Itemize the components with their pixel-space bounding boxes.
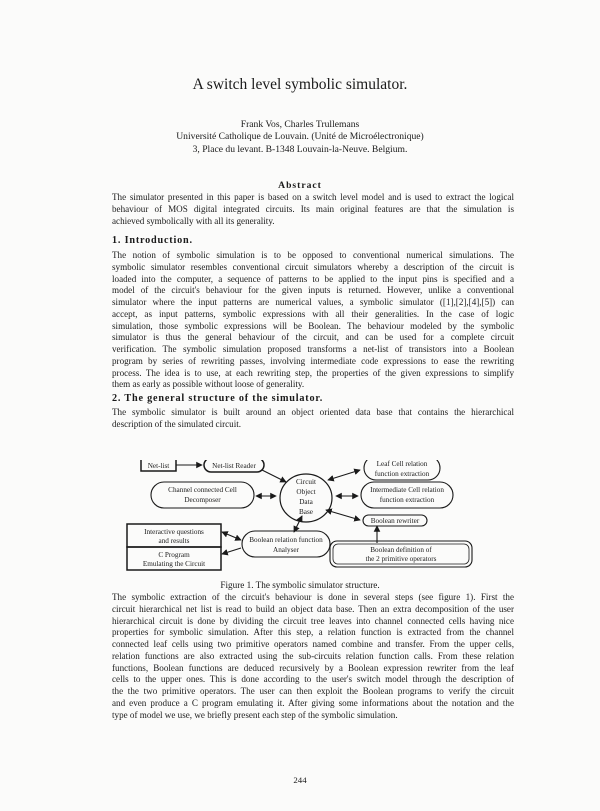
leaf-label-1: Leaf Cell relation [376,460,428,468]
core-label-3: Data [299,498,313,506]
text-line: The symbolic simulator is built around an object oriented data base that contains the hierarchical [112,407,514,417]
cprogram-label-2: Emulating the Circuit [142,560,206,568]
author-address: 3, Place du levant. B-1348 Louvain-la-Neuve. Belgium. [192,143,408,155]
figure-caption: Figure 1. The symbolic simulator structure. [220,580,380,590]
text-line: circuit hierarchical net list is read to build an object data base. Then an extra decomposition of the user [112,603,514,614]
channel-label-1: Channel connected Cell [168,486,237,494]
text-line: symbolic simulator resembles conventional circuit simulators whereby a description of the circuit is [112,261,514,272]
arrow-core-rewriter [326,510,360,520]
intermediate-label-2: function extraction [379,496,435,504]
definition-box-outer [330,541,472,567]
text-line: type of model we use, we briefly present each step of the symbolic simulation. [112,709,398,720]
analyser-label-1: Boolean relation function [249,536,323,544]
reader-label: Net-list Reader [212,462,256,470]
core-label-1: Circuit [296,478,316,486]
author-affiliation: Université Catholique de Louvain. (Unité de Microélectronique) [176,131,424,143]
arrow-interactive-analyser [222,532,241,540]
interactive-label-1: Interactive questions [144,528,204,536]
author-block [0,119,600,156]
text-line: accept, as input patterns, symbolic expressions with all their generalities. In the case of logic [112,308,514,319]
text-line: simulator is thus the general behaviour of the circuit, and can be used for a complete circuit [112,332,514,343]
intermediate-label-1: Intermediate Cell relation [370,486,444,494]
text-line: achieved symbolically with all its generality. [112,215,275,226]
arrow-core-leaf [328,470,360,480]
analyser-label-2: Analyser [273,546,299,554]
body-after-figure [112,592,514,721]
text-line: connected leaf cells using two primitive operators named combine and transfer. From the upper cells, [112,639,514,649]
interactive-label-2: and results [158,537,190,545]
text-line: loaded into the computer, a sequence of patterns to be applied to the input pins is specified and a [112,273,514,284]
text-line: The simulator presented in this paper is based on a switch level model and is used to extract the logical [112,192,514,202]
author-names: Frank Vos, Charles Trullemans [240,119,360,130]
netlist-label: Net-list [147,462,170,470]
core-label-4: Base [299,508,313,516]
text-line: simulation, those symbolic expressions will be Boolean. The behaviour modeled by the symbolic [112,320,514,331]
text-line: hierarchical circuit is done by dividing the circuit tree leaves into channel connected cells having nice [112,615,514,626]
text-line: properties for symbolic simulation. After this step, a relation function is extracted from the channel [112,627,514,638]
section-2-text [112,407,514,431]
leaf-label-2: function extraction [374,470,430,478]
section-1-text [112,250,514,391]
text-line: description of the simulated circuit. [112,418,242,429]
channel-label-2: Decomposer [184,496,221,504]
text-line: program by series of rewriting passes, involving intermediate code expressions to ease the rewriting [112,355,514,366]
definition-label-2: the 2 primitive operators [365,555,437,563]
section-2-heading: 2. The general structure of the simulator. [112,393,324,404]
text-line: process. The idea is to use, at each rewriting step, the properties of the given expressions to simplify [112,367,514,378]
text-line: model of the circuit's behaviour for the given inputs is returned. However, unlike a conventional [112,285,514,296]
text-line: relation functions are also extracted using the sub-circuits relation function calls. From these relation [112,650,514,661]
arrow-core-analyser [294,516,302,532]
text-line: The symbolic extraction of the circuit's behaviour is done in several steps (see figure 1). First the [112,592,514,602]
text-line: verification. The symbolic simulation proposed transforms a net-list of transistors into a Boolean [112,344,514,354]
definition-label-1: Boolean definition of [370,546,432,554]
text-line: simulator where the input patterns are numerical values, a symbolic simulator ([1],[2],[4],[5]) can [112,297,514,307]
text-line: and even produce a C program emulating it. After giving some informations about the notation and the [112,697,514,708]
abstract-text [112,192,514,227]
arrow-reader-to-core [262,470,286,482]
core-label-2: Object [296,488,316,496]
text-line: the the two primitive operators. The user can then exploit the Boolean programs to verify the circuit [112,686,514,696]
rewriter-label: Boolean rewriter [370,517,420,525]
arrow-analyser-to-cprogram [222,548,241,554]
text-line: cells to the upper ones. This is done according to the user's switch model through the description of [112,674,514,685]
text-line: functions, Boolean functions are deduced recursively by a Boolean expression rewriter from the leaf [112,662,514,673]
simulator-structure-diagram [124,460,476,575]
text-line: The notion of symbolic simulation is to be opposed to conventional numerical simulations. The [112,250,514,260]
abstract-heading: Abstract [278,180,322,191]
text-line: behaviour of MOS digital integrated circuits. Its main original features are that the simulation is [112,203,514,214]
paper-title: A switch level symbolic simulator. [192,76,408,93]
text-line: them as early as possible without loose of generality. [112,379,305,390]
cprogram-label-1: C Program [158,551,190,559]
section-1-heading: 1. Introduction. [112,235,193,246]
page-number: 244 [293,775,307,785]
